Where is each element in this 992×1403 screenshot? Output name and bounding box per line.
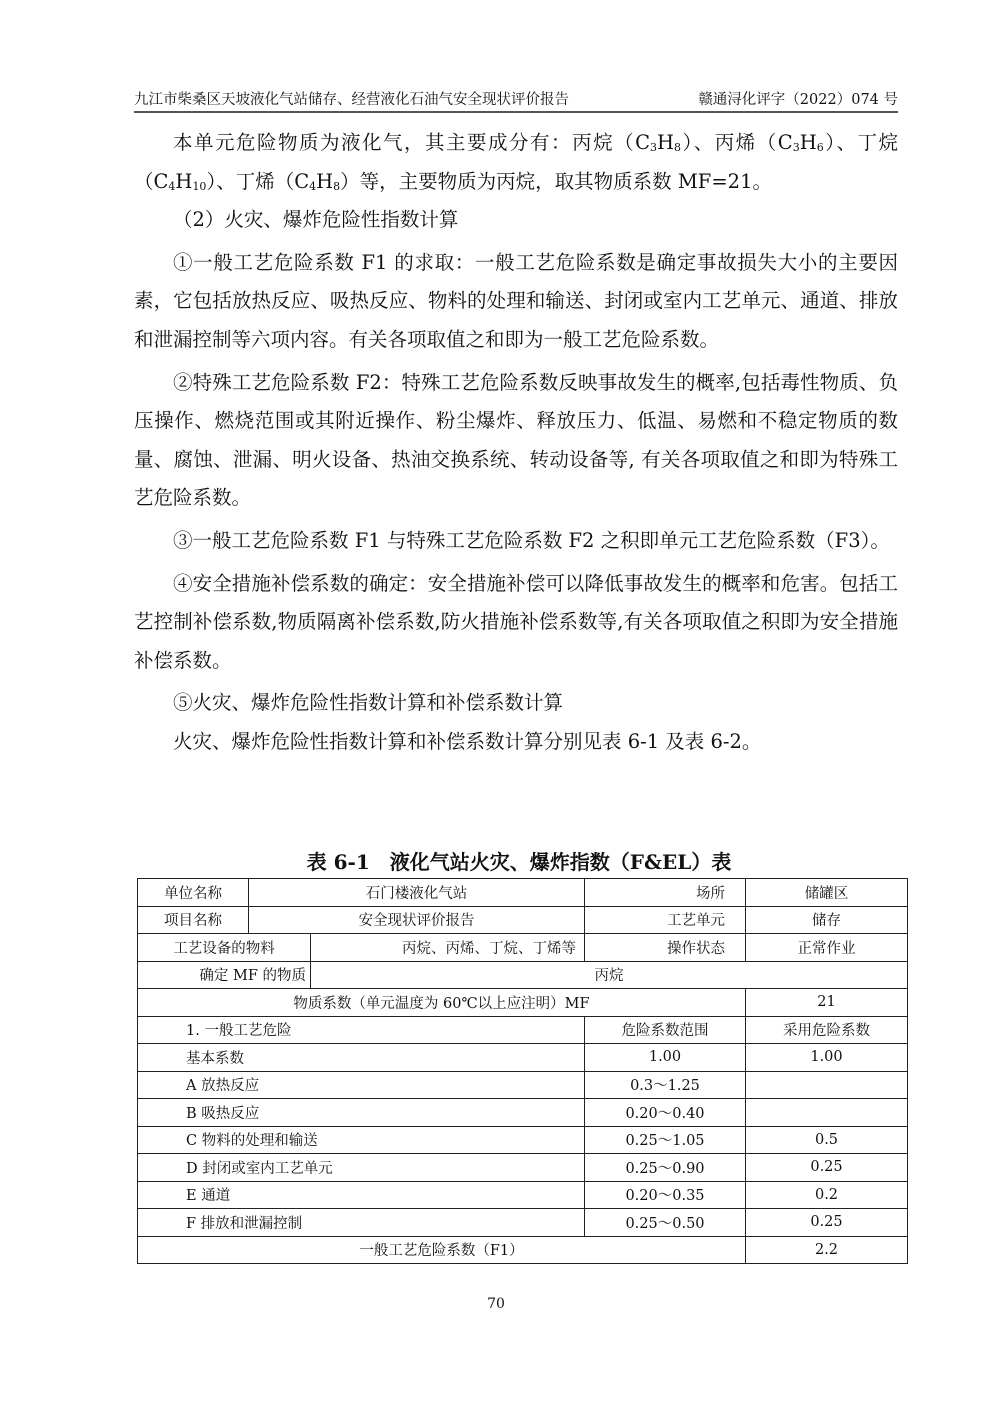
table-row — [138, 1044, 908, 1072]
table-cell: 2.2 — [746, 1236, 908, 1264]
table-row — [138, 1071, 908, 1099]
table-cell: 0.2 — [746, 1181, 908, 1209]
header-doc-number: 赣通浔化评字（2022）074 号 — [698, 92, 898, 108]
table-row — [138, 879, 908, 907]
paragraph-table-ref: 火灾、爆炸危险性指数计算和补偿系数计算分别见表 6-1 及表 6-2。 — [173, 729, 762, 753]
table-cell: 正常作业 — [746, 934, 908, 962]
table-cell: 0.20～0.35 — [585, 1181, 746, 1209]
table-cell: 0.5 — [746, 1126, 908, 1154]
page-number: 70 — [487, 1296, 505, 1312]
table-cell: 0.20～0.40 — [585, 1099, 746, 1127]
table-cell: D 封闭或室内工艺单元 — [138, 1154, 585, 1182]
table-cell: 1. 一般工艺危险 — [138, 1016, 585, 1044]
table-cell — [746, 1071, 908, 1099]
table-row — [138, 1126, 908, 1154]
table-cell: C 物料的处理和输送 — [138, 1126, 585, 1154]
table-caption: 表 6-1 液化气站火灾、爆炸指数（F&EL）表 — [306, 850, 732, 874]
subscript: 8 — [333, 179, 341, 193]
table-cell: 0.25～0.90 — [585, 1154, 746, 1182]
table-row — [138, 1154, 908, 1182]
paragraph-f1: ①一般工艺危险系数 F1 的求取：一般工艺危险系数是确定事故损失大小的主要因素，它包括放热反应、吸热反应、物料的处理和输送、封闭或室内工艺单元、通道、排放和泄漏控制等六项内容。有关各项取值之和即为一般工艺危险系数。 — [134, 250, 898, 351]
table-cell: 丙烷、丙烯、丁烷、丁烯等 — [311, 934, 585, 962]
table-cell: 操作状态 — [585, 934, 746, 962]
table-cell: 工艺单元 — [585, 906, 746, 934]
table-cell: B 吸热反应 — [138, 1099, 585, 1127]
table-cell: 0.25～1.05 — [585, 1126, 746, 1154]
table-row — [138, 906, 908, 934]
fei-table — [137, 878, 908, 1264]
paragraph-f3: ③一般工艺危险系数 F1 与特殊工艺危险系数 F2 之积即单元工艺危险系数（F3）。 — [173, 528, 890, 552]
table-cell: 1.00 — [746, 1044, 908, 1072]
text: 本单元危险物质为液化气，其主要成分有：丙烷（C — [173, 131, 650, 154]
table-cell: 确定 MF 的物质 — [138, 961, 311, 989]
page-header — [134, 86, 898, 110]
table-cell: 21 — [746, 989, 908, 1017]
text: ）、丙烯（C — [681, 131, 793, 154]
table-row — [138, 989, 908, 1017]
subscript: 10 — [192, 179, 207, 193]
paragraph-f2: ②特殊工艺危险系数 F2：特殊工艺危险系数反映事故发生的概率,包括毒性物质、负压操作、燃烧范围或其附近操作、粉尘爆炸、释放压力、低温、易燃和不稳定物质的数量、腐蚀、泄漏、明火设备、热油交换系统、转动设备等, 有关各项取值之和即为特殊工艺危险系数。 — [134, 370, 898, 510]
header-divider — [134, 111, 898, 113]
text: H — [799, 131, 817, 154]
table-cell: 0.25 — [746, 1209, 908, 1237]
subscript: 6 — [816, 141, 824, 154]
subscript: 8 — [674, 141, 682, 154]
text: ）等，主要物质为丙烷，取其物质系数 MF=21。 — [340, 169, 772, 193]
table-row — [138, 1016, 908, 1044]
table-cell: 1.00 — [585, 1044, 746, 1072]
table-cell: A 放热反应 — [138, 1071, 585, 1099]
table-cell: 项目名称 — [138, 906, 249, 934]
table-row — [138, 961, 908, 989]
section-heading-calc: （2）火灾、爆炸危险性指数计算 — [173, 208, 459, 232]
subscript: 4 — [168, 179, 176, 193]
text: ）、丁烷（C — [134, 131, 898, 193]
table-cell: 储存 — [746, 906, 908, 934]
paragraph-compensation: ④安全措施补偿系数的确定：安全措施补偿可以降低事故发生的概率和危害。包括工艺控制补偿系数,物质隔离补偿系数,防火措施补偿系数等,有关各项取值之积即为安全措施补偿系数。 — [134, 571, 898, 672]
paragraph-substance — [134, 124, 898, 201]
text: ）、丁烯（C — [206, 169, 310, 193]
table-row — [138, 1209, 908, 1237]
table-cell: 储罐区 — [746, 879, 908, 907]
table-cell: 安全现状评价报告 — [249, 906, 585, 934]
table-cell: 采用危险系数 — [746, 1016, 908, 1044]
table-row-total — [138, 1236, 908, 1264]
table-cell: 单位名称 — [138, 879, 249, 907]
table-cell: 基本系数 — [138, 1044, 585, 1072]
subscript: 3 — [650, 141, 657, 154]
table-cell: 石门楼液化气站 — [249, 879, 585, 907]
table-cell: F 排放和泄漏控制 — [138, 1209, 585, 1237]
table-cell: 危险系数范围 — [585, 1016, 746, 1044]
table-cell: 物质系数（单元温度为 60℃以上应注明）MF — [138, 989, 746, 1017]
table-cell: 0.3～1.25 — [585, 1071, 746, 1099]
text: H — [175, 169, 193, 193]
table-cell: 场所 — [585, 879, 746, 907]
table-cell — [746, 1099, 908, 1127]
text: H — [316, 169, 334, 193]
table-cell: 丙烷 — [311, 961, 908, 989]
table-row — [138, 1099, 908, 1127]
text: H — [657, 131, 675, 154]
table-cell: 0.25 — [746, 1154, 908, 1182]
subscript: 3 — [792, 141, 800, 154]
table-row — [138, 1181, 908, 1209]
table-row — [138, 934, 908, 962]
body-text — [134, 124, 898, 762]
table-cell: E 通道 — [138, 1181, 585, 1209]
paragraph-item5: ⑤火灾、爆炸危险性指数计算和补偿系数计算 — [173, 691, 564, 715]
header-title: 九江市柴桑区天坡液化气站储存、经营液化石油气安全现状评价报告 — [134, 92, 569, 108]
subscript: 4 — [309, 179, 317, 193]
table-cell: 一般工艺危险系数（F1） — [138, 1236, 746, 1264]
table-cell: 工艺设备的物料 — [138, 934, 311, 962]
table-cell: 0.25～0.50 — [585, 1209, 746, 1237]
